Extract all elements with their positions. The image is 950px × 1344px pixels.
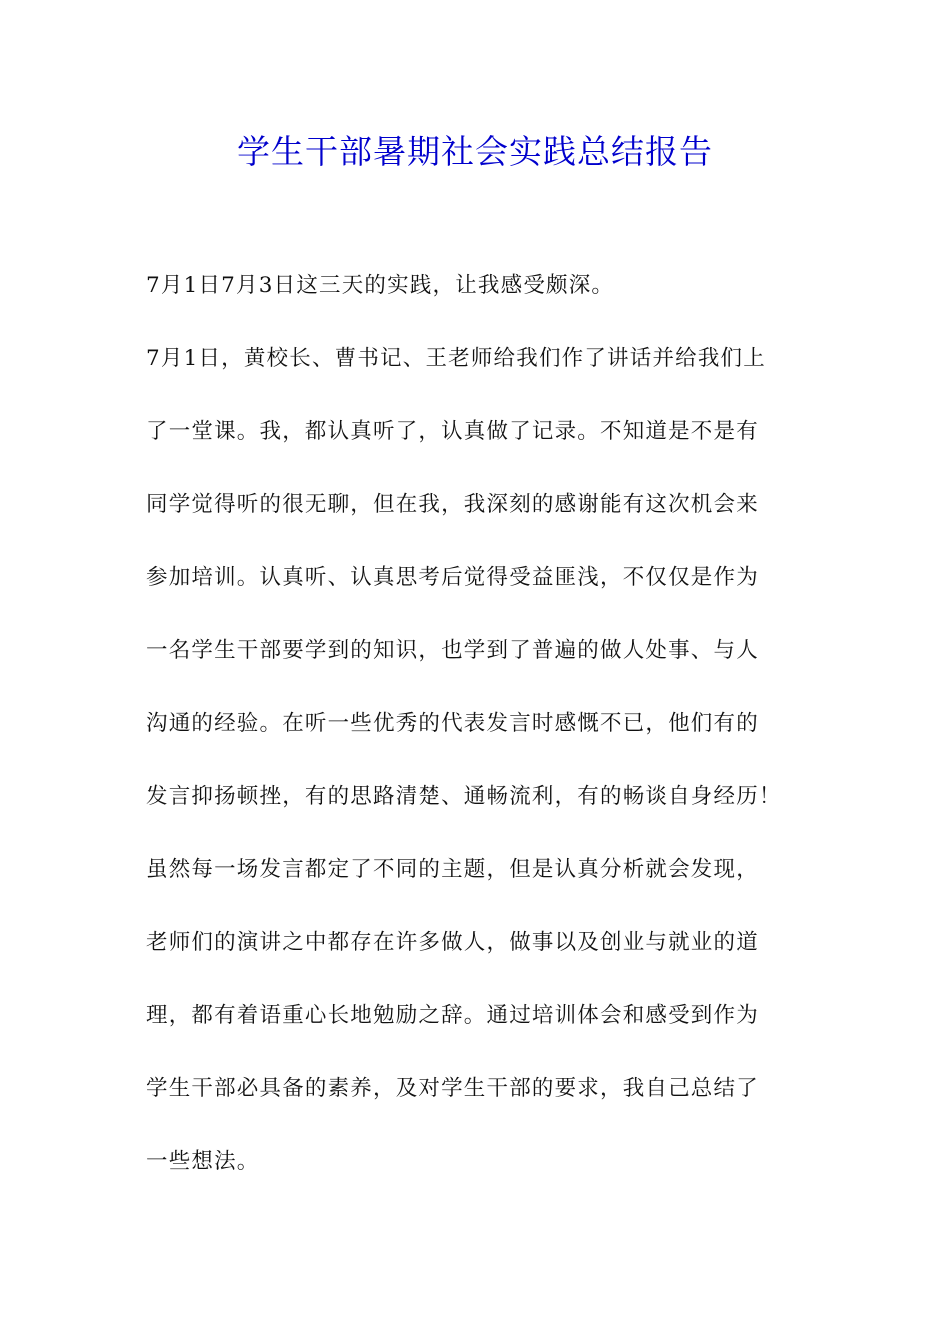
text-line: 虽然每一场发言都定了不同的主题，但是认真分析就会发现， — [146, 857, 759, 882]
text-line: 发言抑扬顿挫，有的思路清楚、通畅流利，有的畅谈自身经历！ — [146, 784, 782, 809]
text-line: 老师们的演讲之中都存在许多做人，做事以及创业与就业的道 — [146, 930, 759, 955]
text-line: 7月1日，黄校长、曹书记、王老师给我们作了讲话并给我们上 — [146, 346, 766, 371]
text-line: 一些想法。 — [146, 1149, 260, 1174]
text-line: 同学觉得听的很无聊，但在我，我深刻的感谢能有这次机会来 — [146, 492, 759, 517]
paragraph-main — [146, 335, 816, 1185]
text-line: 7月1日7月3日这三天的实践，让我感受颇深。 — [146, 273, 615, 298]
text-line: 理，都有着语重心长地勉励之辞。通过培训体会和感受到作为 — [146, 1003, 759, 1028]
document-title: 学生干部暑期社会实践总结报告 — [237, 132, 713, 171]
text-line: 参加培训。认真听、认真思考后觉得受益匪浅，不仅仅是作为 — [146, 565, 759, 590]
text-line: 沟通的经验。在听一些优秀的代表发言时感慨不已，他们有的 — [146, 711, 759, 736]
text-line: 一名学生干部要学到的知识，也学到了普遍的做人处事、与人 — [146, 638, 759, 663]
paragraph-intro — [146, 262, 816, 309]
text-line: 了一堂课。我，都认真听了，认真做了记录。不知道是不是有 — [146, 419, 759, 444]
text-line: 学生干部必具备的素养，及对学生干部的要求，我自己总结了 — [146, 1076, 759, 1101]
document-body — [146, 262, 816, 1211]
